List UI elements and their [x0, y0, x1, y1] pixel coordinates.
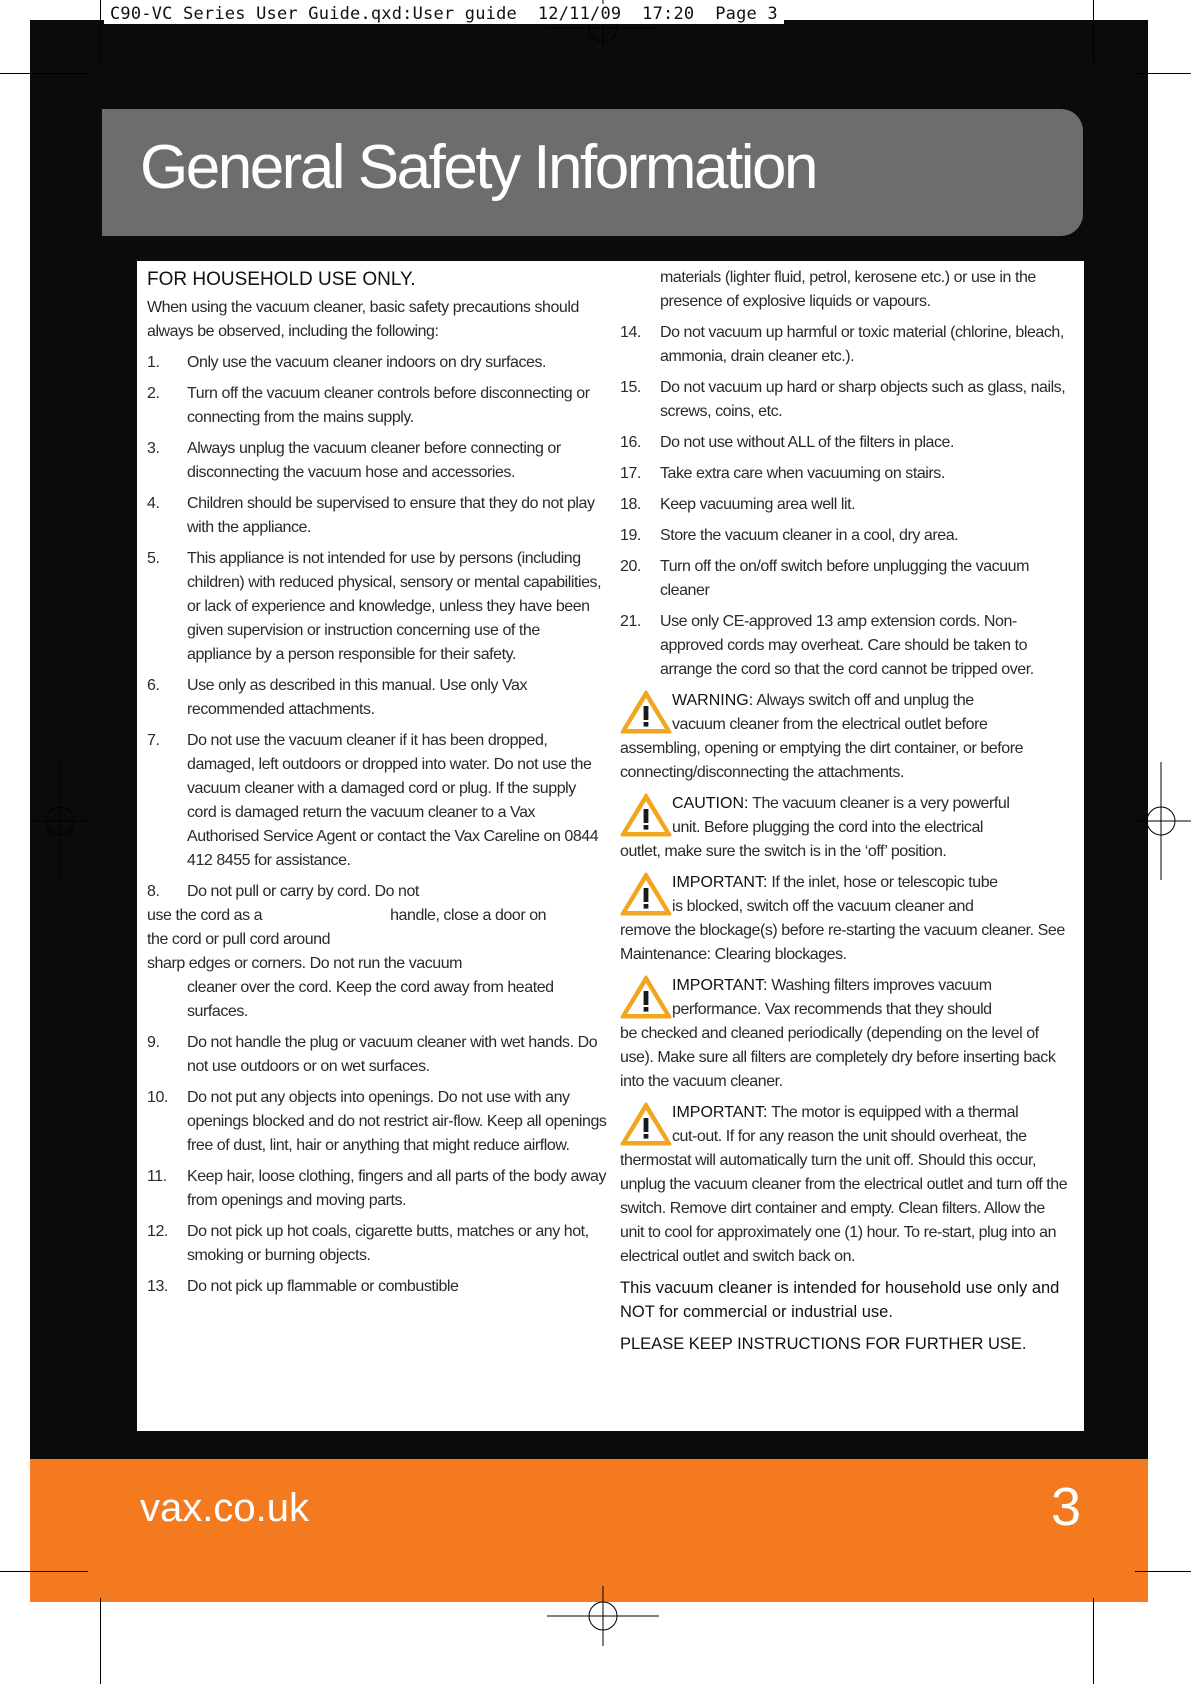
notice-text: Washing filters improves vacuum — [771, 977, 992, 994]
list-item — [147, 674, 607, 722]
list-item-text: Keep hair, loose clothing, fingers and all parts of the body away from openings and moving parts. — [187, 1168, 607, 1209]
list-item-text: Turn off the vacuum cleaner controls before disconnecting or connecting from the mains supply. — [187, 385, 590, 426]
notice-text: The vacuum cleaner is a very powerful — [752, 795, 1010, 812]
page-title: General Safety Information — [140, 133, 816, 202]
list-item-number: 17. — [620, 465, 641, 482]
list-item — [620, 524, 1072, 548]
list-item — [147, 729, 607, 873]
list-item-text: Always unplug the vacuum cleaner before connecting or disconnecting the vacuum hose and accessories. — [187, 440, 561, 481]
list-item — [147, 1220, 607, 1268]
list-item-text: sharp edges or corners. Do not run the vacuum — [147, 955, 463, 972]
list-item — [620, 431, 1072, 455]
list-item-text: Turn off the on/off switch before unplugging the vacuum cleaner — [660, 558, 1029, 599]
list-item-text: Do not use without ALL of the filters in place. — [660, 434, 954, 451]
notice-text: performance. Vax recommends that they should — [672, 1001, 992, 1018]
list-item — [620, 610, 1072, 682]
warning-triangle-icon — [620, 974, 672, 1020]
notice-text: outlet, make sure the switch is in the ‘off’ position. — [620, 843, 947, 860]
registration-mark-icon — [30, 762, 90, 880]
notice-text: If the inlet, hose or telescopic tube — [771, 874, 998, 891]
list-item-text: Use only as described in this manual. Use only Vax recommended attachments. — [187, 677, 528, 718]
list-item-number: 5. — [147, 550, 160, 567]
list-item — [147, 382, 607, 430]
notice-text: remove the blockage(s) before re-starting the vacuum cleaner. See Maintenance: Clearing blockages. — [620, 922, 1065, 963]
safety-notice — [620, 974, 1072, 1094]
list-item-number: 8. — [147, 883, 160, 900]
list-item-text: Only use the vacuum cleaner indoors on dry surfaces. — [187, 354, 547, 371]
list-item — [147, 547, 607, 667]
list-item-8 — [147, 880, 607, 1024]
list-item — [620, 376, 1072, 424]
list-item — [620, 493, 1072, 517]
list-item-text: use the cord as a — [147, 907, 263, 924]
list-item-text: This appliance is not intended for use by persons (including children) with reduced physical, sensory or mental capabilities, or lack of experience and knowledge, unless they have been given supervision or instruction concerning use of the appliance by a person responsible for their safety. — [187, 550, 602, 663]
notice-label: IMPORTANT: — [672, 874, 768, 891]
crop-mark — [1093, 0, 1094, 62]
list-item-number: 7. — [147, 732, 160, 749]
notice-list — [620, 689, 1072, 1269]
list-item-text: Do not vacuum up hard or sharp objects such as glass, nails, screws, coins, etc. — [660, 379, 1066, 420]
list-item — [620, 462, 1072, 486]
right-column — [620, 266, 1072, 1364]
list-item-text: Do not vacuum up harmful or toxic material (chlorine, bleach, ammonia, drain cleaner etc.). — [660, 324, 1064, 365]
crop-mark — [1093, 1598, 1094, 1684]
crop-mark — [100, 1598, 101, 1684]
list-item-number: 16. — [620, 434, 641, 451]
list-item-text: the cord or pull cord around — [147, 931, 331, 948]
safety-notice — [620, 871, 1072, 967]
registration-mark-icon — [1131, 762, 1191, 880]
list-item — [147, 1165, 607, 1213]
list-item-text: Keep vacuuming area well lit. — [660, 496, 856, 513]
list-item-text: cleaner over the cord. Keep the cord away from heated surfaces. — [187, 979, 554, 1020]
list-item-number: 9. — [147, 1034, 160, 1051]
list-item-number: 19. — [620, 527, 641, 544]
notice-label: WARNING: — [672, 692, 754, 709]
safety-notice — [620, 792, 1072, 864]
list-item-number: 18. — [620, 496, 641, 513]
list-item — [147, 1275, 607, 1299]
safety-notice — [620, 1101, 1072, 1269]
list-item-text: Children should be supervised to ensure that they do not play with the appliance. — [187, 495, 595, 536]
list-item — [147, 351, 607, 375]
list-item-number: 15. — [620, 379, 641, 396]
intro-text: When using the vacuum cleaner, basic safety precautions should always be observed, including the following: — [147, 299, 579, 340]
safety-list-right — [620, 321, 1072, 682]
list-item-text: Do not pick up flammable or combustible — [187, 1278, 459, 1295]
list-item-text: Do not put any objects into openings. Do not use with any openings blocked and do not restrict air-flow. Keep all openings free of dust, lint, hair or anything that might reduce airflow. — [187, 1089, 607, 1154]
list-item-number: 3. — [147, 440, 160, 457]
notice-text: be checked and cleaned periodically (depending on the level of use). Make sure all filters are completely dry before inserting back into the vacuum cleaner. — [620, 1025, 1056, 1090]
printer-slug: C90-VC Series User Guide.qxd:User guide 12/11/09 17:20 Page 3 — [104, 4, 784, 24]
notice-text: is blocked, switch off the vacuum cleaner and — [672, 898, 974, 915]
notice-label: IMPORTANT: — [672, 1104, 768, 1121]
list-item — [147, 1086, 607, 1158]
notice-text: The motor is equipped with a thermal — [771, 1104, 1019, 1121]
list-item-number: 11. — [147, 1168, 167, 1185]
list-item — [620, 555, 1072, 603]
registration-mark-icon — [547, 1586, 659, 1646]
notice-text: cut-out. If for any reason the unit should overheat, the — [672, 1128, 1027, 1145]
list-item-text: Do not handle the plug or vacuum cleaner with wet hands. Do not use outdoors or on wet surfaces. — [187, 1034, 598, 1075]
notice-text: vacuum cleaner from the electrical outlet before — [672, 716, 988, 733]
list-item-number: 10. — [147, 1089, 168, 1106]
safety-list-left — [147, 351, 607, 873]
warning-triangle-icon — [620, 871, 672, 917]
list-item-number: 12. — [147, 1223, 168, 1240]
warning-triangle-icon — [620, 1101, 672, 1147]
notice-text: thermostat will automatically turn the unit off. Should this occur, unplug the vacuum cleaner from the electrical outlet and turn off the switch. Remove dirt container and empty. Clean filters. Allow the unit to cool for approximately one (1) hour. To re-start, plug into an electrical outlet and switch back on. — [620, 1152, 1068, 1265]
website-url: vax.co.uk — [140, 1486, 309, 1530]
list-item-number: 6. — [147, 677, 160, 694]
crop-mark — [1135, 73, 1191, 74]
list-item-number: 13. — [147, 1278, 168, 1295]
notice-label: IMPORTANT: — [672, 977, 768, 994]
left-column — [147, 268, 607, 1306]
list-item-text: handle, close a door on — [390, 907, 547, 924]
keep-instructions-statement: PLEASE KEEP INSTRUCTIONS FOR FURTHER USE. — [620, 1335, 1027, 1353]
crop-mark — [0, 1571, 88, 1572]
list-item-number: 14. — [620, 324, 641, 341]
list-item — [147, 437, 607, 485]
notice-label: CAUTION: — [672, 795, 749, 812]
list-item-number: 21. — [620, 613, 641, 630]
crop-mark — [100, 0, 101, 62]
section-heading: FOR HOUSEHOLD USE ONLY. — [147, 269, 416, 290]
notice-text: assembling, opening or emptying the dirt container, or before connecting/disconnecting the attachments. — [620, 740, 1024, 781]
crop-mark — [1135, 1571, 1191, 1572]
list-item-text: Do not use the vacuum cleaner if it has been dropped, damaged, left outdoors or dropped into water. Do not use the vacuum cleaner with a damaged cord or plug. If the supply cord is damaged return the vacuum cleaner to a Vax Authorised Service Agent or contact the Vax Careline on 0844 412 8455 for assistance. — [187, 732, 599, 869]
list-item — [620, 321, 1072, 369]
crop-mark — [0, 73, 88, 74]
page-number: 3 — [1050, 1477, 1081, 1537]
list-item-number: 2. — [147, 385, 160, 402]
notice-text: unit. Before plugging the cord into the electrical — [672, 819, 984, 836]
warning-triangle-icon — [620, 689, 672, 735]
item-13-continuation: materials (lighter fluid, petrol, kerosene etc.) or use in the presence of explosive liquids or vapours. — [660, 269, 1036, 310]
warning-triangle-icon — [620, 792, 672, 838]
safety-list-left-continued — [147, 1031, 607, 1299]
list-item-text: Take extra care when vacuuming on stairs. — [660, 465, 945, 482]
notice-text: Always switch off and unplug the — [756, 692, 974, 709]
list-item-text: Do not pull or carry by cord. Do not — [187, 883, 419, 900]
list-item-text: Store the vacuum cleaner in a cool, dry area. — [660, 527, 959, 544]
safety-notice — [620, 689, 1072, 785]
list-item — [147, 492, 607, 540]
household-use-statement: This vacuum cleaner is intended for household use only and NOT for commercial or industrial use. — [620, 1279, 1060, 1321]
list-item-number: 4. — [147, 495, 160, 512]
list-item-text: Use only CE-approved 13 amp extension cords. Non-approved cords may overheat. Care should be taken to arrange the cord so that the cord cannot be tripped over. — [660, 613, 1034, 678]
list-item — [147, 1031, 607, 1079]
list-item-text: Do not pick up hot coals, cigarette butts, matches or any hot, smoking or burning objects. — [187, 1223, 589, 1264]
list-item-number: 1. — [147, 354, 160, 371]
list-item-number: 20. — [620, 558, 641, 575]
